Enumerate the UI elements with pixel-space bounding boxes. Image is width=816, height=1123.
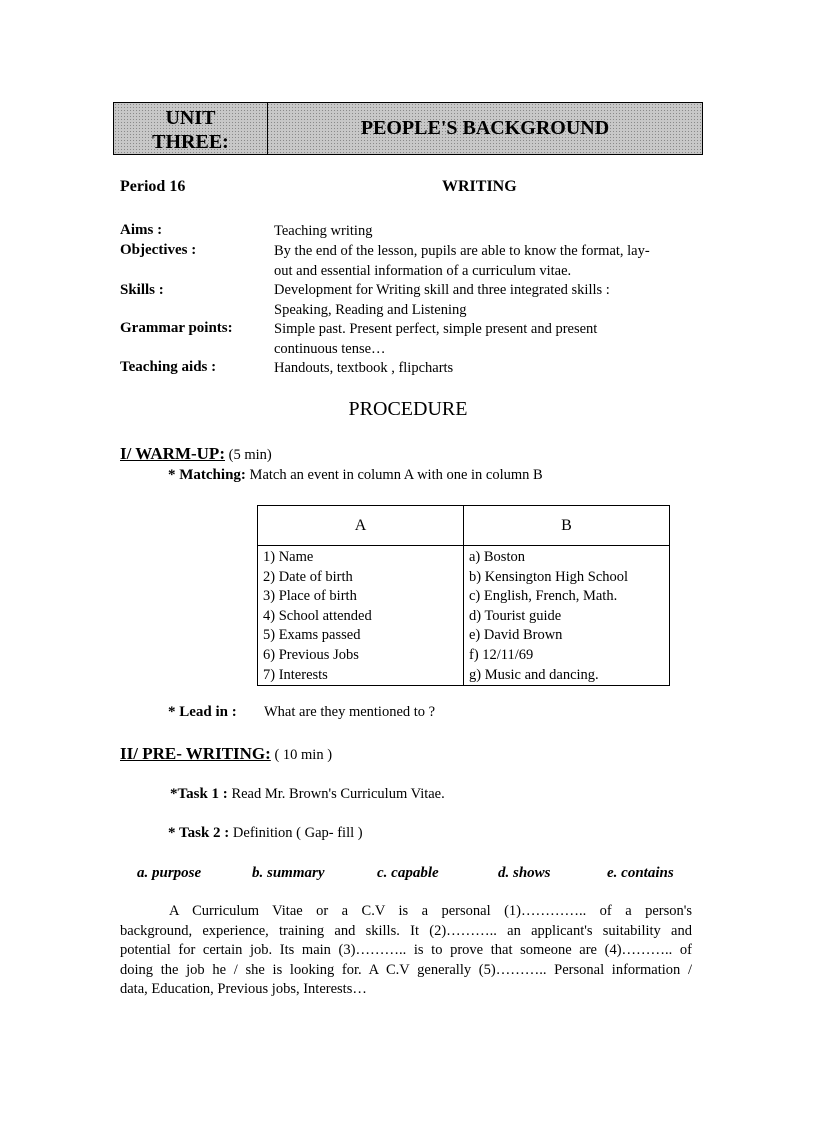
prewriting-heading: II/ PRE- WRITING:: [120, 744, 271, 763]
word-option: d. shows: [498, 865, 551, 881]
procedure-title: PROCEDURE: [348, 398, 468, 420]
list-item: 4) School attended: [263, 607, 372, 624]
task1-line: [170, 786, 445, 803]
paragraph-line: A Curriculum Vitae or a C.V is a personal (1)………….. of a person's: [169, 903, 692, 919]
matching-line: [168, 467, 543, 484]
column-b-cell: [464, 546, 670, 686]
skills-line1: Development for Writing skill and three integrated skills :: [274, 282, 610, 298]
objectives-line2: out and essential information of a curriculum vitae.: [274, 262, 572, 279]
aims-label: Aims :: [120, 222, 163, 238]
list-item: 6) Previous Jobs: [263, 646, 359, 663]
aids-value: Handouts, textbook , flipcharts: [274, 360, 454, 376]
prewriting-heading-line: [120, 744, 332, 764]
lead-in-text: What are they mentioned to ?: [264, 704, 436, 720]
period-label: Period 16: [120, 178, 186, 195]
list-item: b) Kensington High School: [469, 568, 629, 585]
lead-in-line: [168, 704, 435, 721]
unit-label-line2: THREE:: [152, 131, 229, 153]
paragraph-line: data, Education, Previous jobs, Interests…: [120, 981, 367, 998]
unit-label: [114, 106, 267, 154]
paragraph-line: potential for certain job. Its main (3)……….. is to prove that someone are (4)……….. of: [120, 942, 692, 959]
paragraph-line: doing the job he / she is looking for. A C.V generally (5)……….. Personal information /: [120, 961, 692, 978]
list-item: e) David Brown: [469, 627, 563, 644]
unit-label-line1: UNIT: [165, 107, 216, 129]
warmup-heading-line: [120, 444, 272, 464]
aids-label: Teaching aids :: [120, 359, 217, 375]
grammar-line2: continuous tense…: [274, 340, 386, 357]
gap-fill-paragraph: [120, 902, 692, 1000]
task2-line: [168, 825, 363, 842]
grammar-line1: Simple past. Present perfect, simple present and present: [274, 321, 598, 337]
list-item: 3) Place of birth: [263, 588, 357, 605]
objectives-label: Objectives :: [120, 242, 197, 258]
matching-label: * Matching:: [168, 467, 246, 483]
skills-value: [274, 281, 694, 320]
matching-instruction: Match an event in column A with one in column B: [245, 467, 543, 483]
skills-label: Skills :: [120, 282, 164, 298]
aims-value: Teaching writing: [274, 223, 373, 239]
list-item: 5) Exams passed: [263, 627, 361, 644]
list-item: a) Boston: [469, 549, 525, 565]
task2-label: * Task 2 :: [168, 825, 230, 841]
list-item: 7) Interests: [263, 666, 328, 683]
grammar-value: [274, 320, 694, 359]
list-item: d) Tourist guide: [469, 607, 562, 624]
word-option: a. purpose: [137, 865, 202, 881]
task2-text: Definition ( Gap- fill ): [229, 825, 363, 841]
objectives-line1: By the end of the lesson, pupils are able to know the format, lay-: [274, 243, 650, 259]
matching-table: [257, 505, 670, 686]
list-item: 2) Date of birth: [263, 568, 353, 585]
objectives-value: [274, 242, 694, 281]
list-item: f) 12/11/69: [469, 646, 534, 663]
prewriting-duration: ( 10 min ): [270, 747, 333, 763]
word-option: b. summary: [252, 865, 325, 881]
unit-header-box: [113, 102, 703, 155]
column-b-header: B: [464, 506, 670, 546]
lesson-type: WRITING: [442, 178, 517, 195]
grammar-label: Grammar points:: [120, 320, 233, 336]
task1-label: *Task 1 :: [170, 786, 228, 802]
warmup-heading: I/ WARM-UP:: [120, 444, 225, 463]
column-a-cell: [258, 546, 464, 686]
list-item: g) Music and dancing.: [469, 666, 599, 683]
warmup-duration: (5 min): [224, 447, 272, 463]
skills-line2: Speaking, Reading and Listening: [274, 301, 467, 318]
list-item: 1) Name: [263, 549, 314, 565]
column-a-header: A: [258, 506, 464, 546]
word-option: e. contains: [607, 865, 674, 881]
task1-text: Read Mr. Brown's Curriculum Vitae.: [227, 786, 445, 802]
unit-title: PEOPLE'S BACKGROUND: [360, 117, 610, 139]
word-option: c. capable: [377, 865, 439, 881]
list-item: c) English, French, Math.: [469, 588, 618, 605]
lead-in-label: * Lead in :: [168, 704, 237, 720]
paragraph-line: background, experience, training and skills. It (2)……….. an applicant's suitability and: [120, 922, 692, 939]
